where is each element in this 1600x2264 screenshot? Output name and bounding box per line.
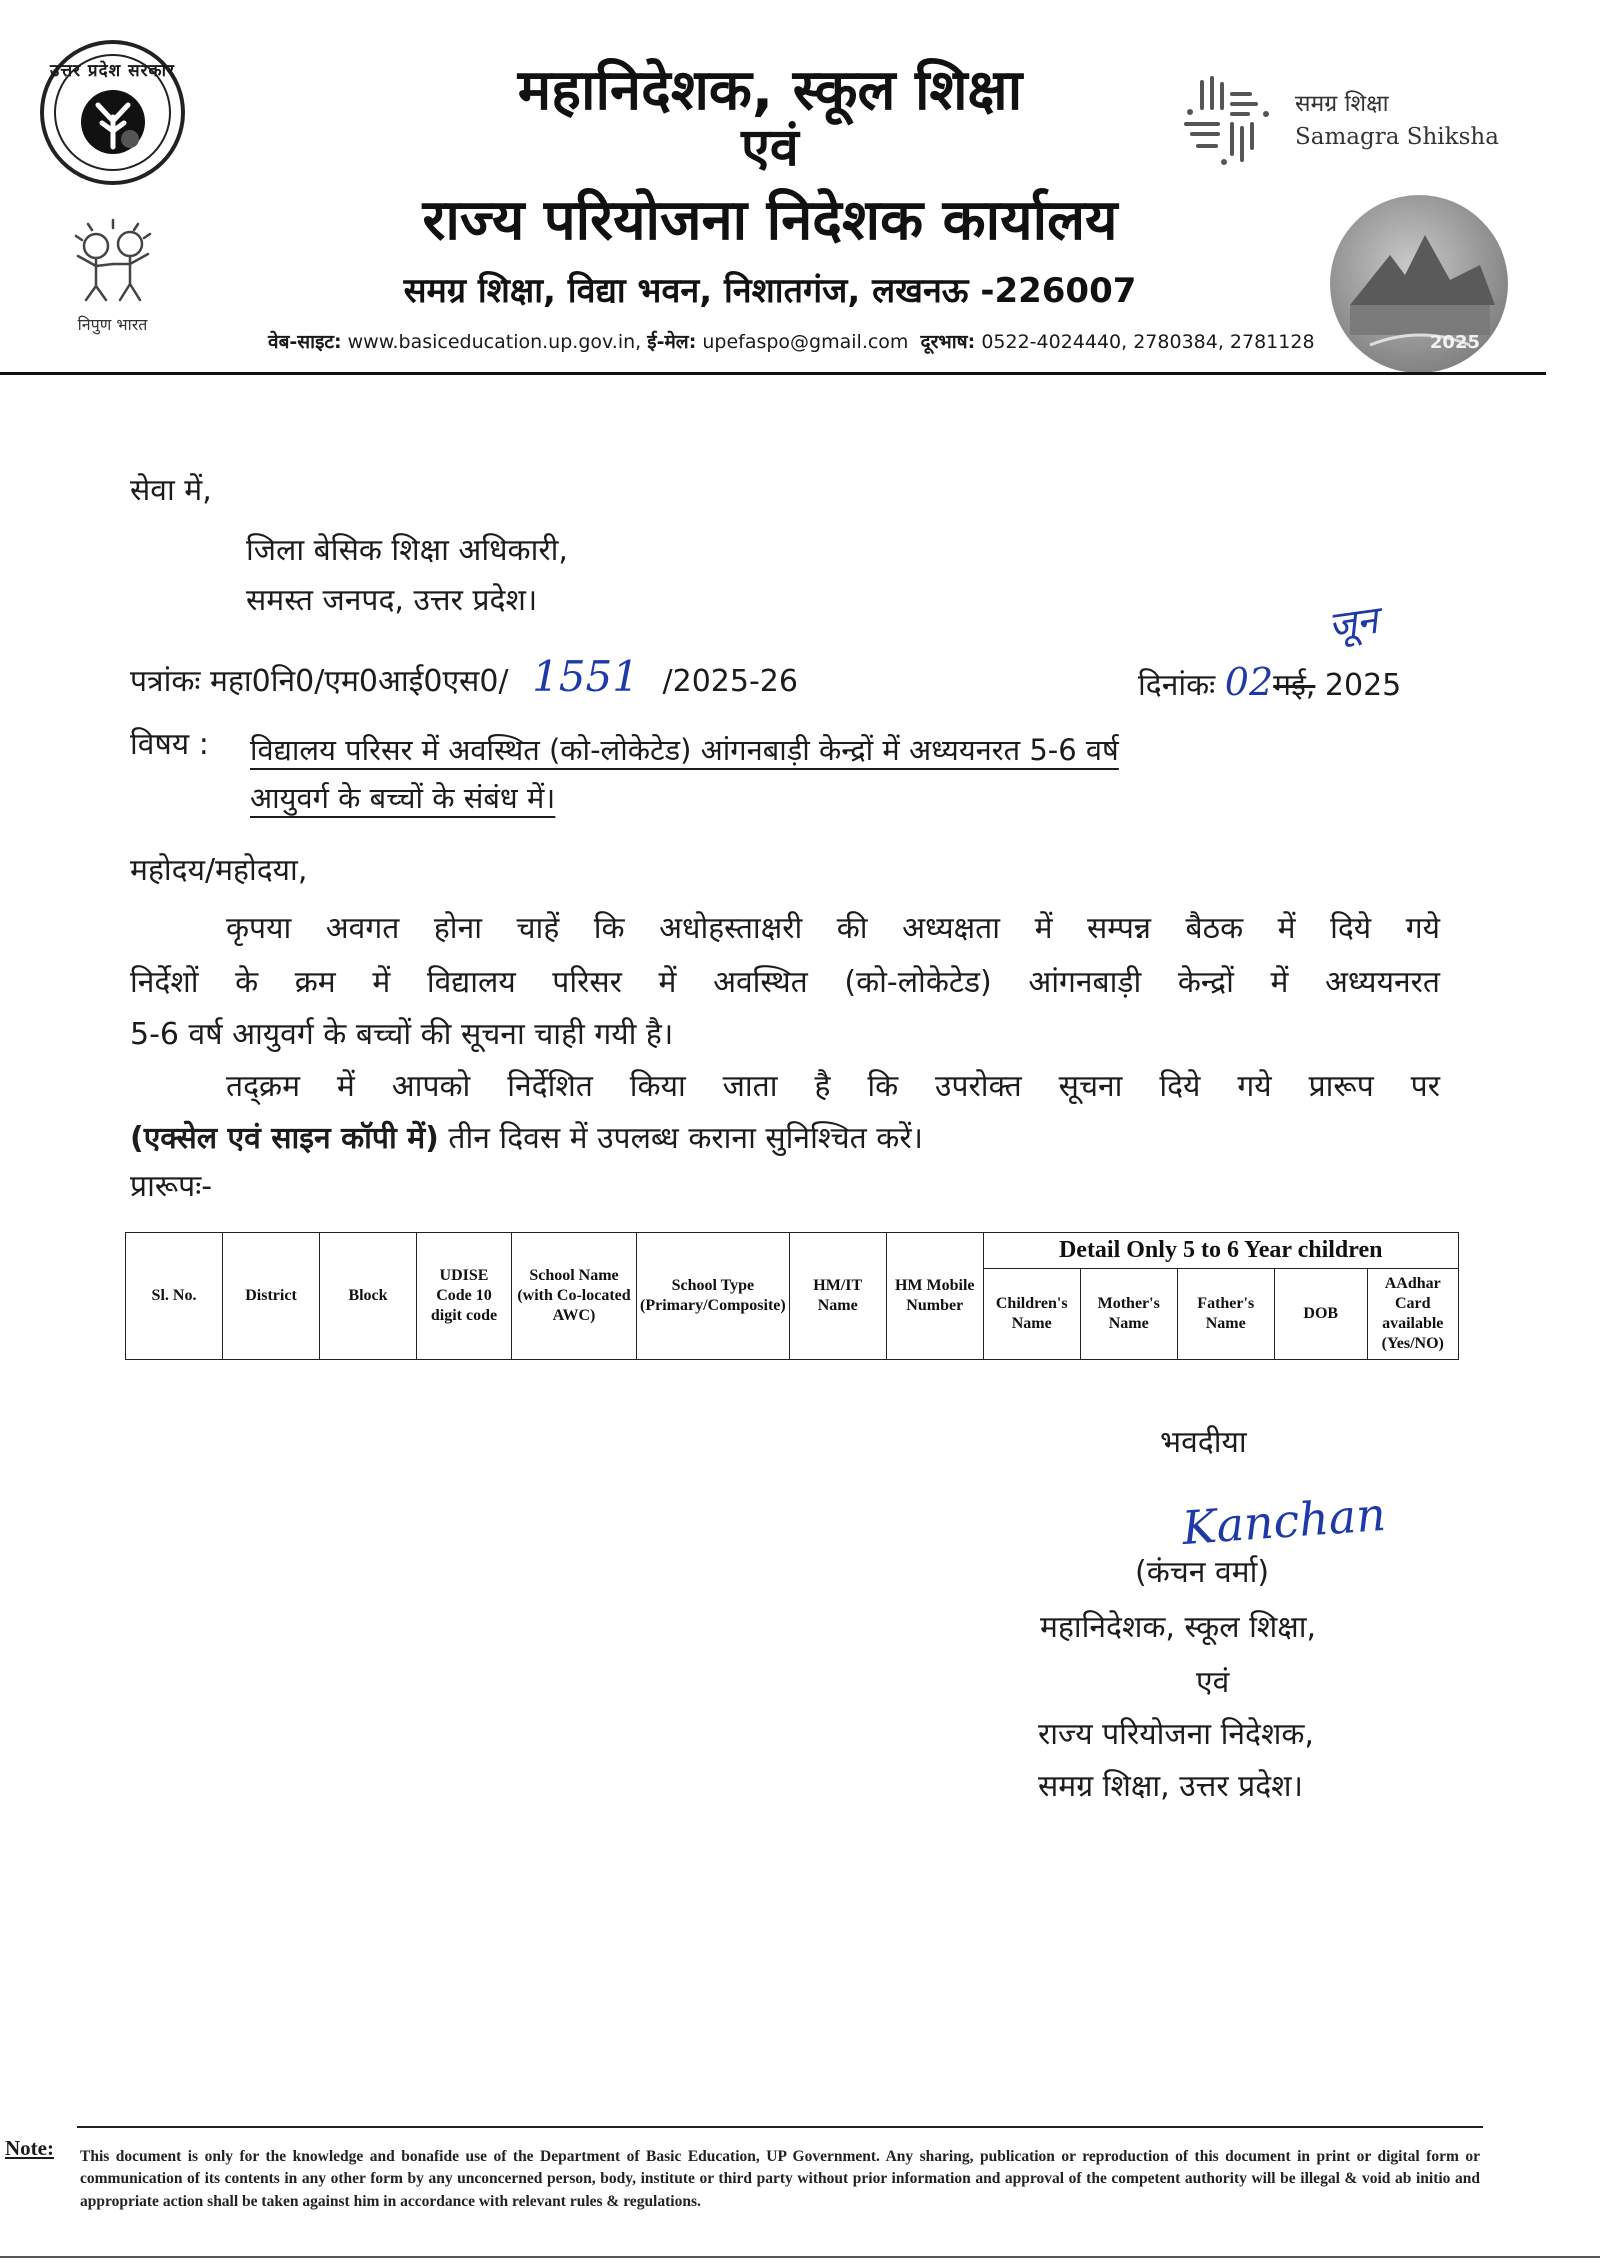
recipient-line2: समस्त जनपद, उत्तर प्रदेश।	[246, 583, 538, 618]
up-government-emblem	[40, 40, 185, 185]
para2-line1: तद्क्रम में आपको निर्देशित किया जाता है कि उपरोक्त सूचना दिये गये प्रारूप पर	[226, 1069, 1440, 1104]
para1-line2: निर्देशों के क्रम में विद्यालय परिसर में अवस्थित (को-लोकेटेड) आंगनबाड़ी केन्द्रों में अध्ययनरत	[130, 965, 1440, 1000]
date-line	[1138, 660, 1401, 704]
col-udise-code: UDISE Code 10 digit code	[417, 1233, 512, 1360]
page-bottom-edge	[0, 2256, 1600, 2258]
para2-rest: तीन दिवस में उपलब्ध कराना सुनिश्चित करें।	[438, 1121, 923, 1156]
samagra-shiksha-text	[1295, 88, 1499, 155]
note-label: Note:	[5, 2136, 54, 2160]
header-title-line1: महानिदेशक, स्कूल शिक्षा	[517, 58, 1023, 123]
col-father-name: Father's Name	[1177, 1268, 1274, 1359]
col-mother-name: Mother's Name	[1080, 1268, 1177, 1359]
col-school-name: School Name (with Co-located AWC)	[512, 1233, 637, 1360]
ref-prefix: महा0नि0/एम0आई0एस0/	[210, 664, 509, 699]
header-title-line3: राज्य परियोजना निदेशक कार्यालय	[422, 188, 1118, 253]
greeting: महोदय/महोदया,	[130, 853, 308, 888]
recipient-line1: जिला बेसिक शिक्षा अधिकारी,	[246, 533, 568, 568]
ref-label: पत्रांकः	[130, 664, 201, 699]
group-header-children-details: Detail Only 5 to 6 Year children	[983, 1233, 1458, 1269]
table-header-row	[126, 1233, 1459, 1269]
col-district: District	[223, 1233, 320, 1360]
kumbh-scene-icon	[1330, 195, 1508, 373]
col-children-name: Children's Name	[983, 1268, 1080, 1359]
header-divider	[0, 372, 1546, 375]
col-hm-it-name: HM/IT Name	[789, 1233, 886, 1360]
proforma-table	[125, 1232, 1459, 1360]
reference-line	[130, 652, 798, 701]
col-aadhar-available: AAdhar Card available (Yes/NO)	[1367, 1268, 1458, 1359]
nipun-caption: निपुण भारत	[77, 315, 148, 334]
subject-line2: आयुवर्ग के बच्चों के संबंध में।	[250, 781, 556, 815]
ref-number-handwritten: 1551	[532, 652, 639, 701]
emblem-ring-text: उत्तर प्रदेश सरकार	[50, 61, 175, 81]
website-label: वेब-साइट:	[268, 331, 342, 353]
signature-handwritten: Kanchan	[1180, 1486, 1388, 1556]
para2-bold: (एक्सेल एवं साइन कॉपी में)	[130, 1121, 439, 1156]
header-address: समग्र शिक्षा, विद्या भवन, निशातगंज, लखनऊ -226007	[403, 271, 1137, 311]
col-dob: DOB	[1274, 1268, 1367, 1359]
date-day-handwritten: 02	[1224, 660, 1274, 704]
designation-line2: एवं	[1196, 1665, 1230, 1700]
designation-line4: समग्र शिक्षा, उत्तर प्रदेश।	[1038, 1769, 1303, 1804]
header-title-line2: एवं	[741, 118, 799, 178]
email-label: ई-मेल:	[647, 331, 697, 353]
col-block: Block	[320, 1233, 417, 1360]
para1-line3: 5-6 वर्ष आयुवर्ग के बच्चों की सूचना चाही गयी है।	[130, 1017, 674, 1052]
col-hm-mobile: HM Mobile Number	[886, 1233, 983, 1360]
website-link[interactable]: www.basiceducation.up.gov.in,	[347, 331, 642, 353]
samagra-english: Samagra Shiksha	[1295, 124, 1499, 151]
footer-divider	[77, 2126, 1483, 2128]
email-link[interactable]: upefaspo@gmail.com	[702, 331, 909, 353]
date-label: दिनांकः	[1138, 668, 1216, 703]
ref-suffix: /2025-26	[662, 664, 798, 699]
samagra-hindi: समग्र शिक्षा	[1295, 91, 1389, 117]
mahakumbh-2025-emblem	[1330, 195, 1508, 373]
phone-label: दूरभाष:	[920, 331, 976, 353]
phone-numbers: 0522-4024440, 2780384, 2781128	[981, 331, 1315, 353]
note-text: This document is only for the knowledge and bonafide use of the Department of Basic Education, UP Government. Any sharing, publication or reproduction of this document in print or digital form or communication of its contents in any other form by any unconcerned person, body, institute or third party without prior information and approval of the competent authority will be illegal & void ab initio and appropriate action shall be taken against him in accordance with relevant rules & regulations.	[80, 2148, 1480, 2210]
header-contact	[268, 328, 1315, 354]
col-school-type: School Type (Primary/Composite)	[637, 1233, 790, 1360]
closing: भवदीया	[1160, 1425, 1247, 1460]
nipun-children-icon	[58, 214, 168, 304]
date-year: 2025	[1324, 668, 1402, 703]
para1-line1: कृपया अवगत होना चाहें कि अधोहस्ताक्षरी की अध्यक्षता में सम्पन्न बैठक में दिये गये	[226, 911, 1440, 946]
nipun-bharat-logo	[40, 210, 185, 335]
col-sl-no: Sl. No.	[126, 1233, 223, 1360]
kumbh-year: 2025	[1429, 332, 1480, 353]
salutation-to: सेवा में,	[130, 473, 212, 508]
signatory-name: (कंचन वर्मा)	[1135, 1555, 1270, 1590]
date-month-handwritten: जून	[1325, 597, 1381, 649]
designation-line1: महानिदेशक, स्कूल शिक्षा,	[1040, 1610, 1317, 1645]
subject-line1: विद्यालय परिसर में अवस्थित (को-लोकेटेड) आंगनबाड़ी केन्द्रों में अध्ययनरत 5-6 वर्ष	[250, 733, 1119, 767]
samagra-shiksha-logo-icon	[1180, 72, 1280, 172]
subject-label: विषय :	[130, 727, 209, 762]
date-month-struck: मई,	[1273, 668, 1316, 703]
proforma-label: प्रारूपः-	[130, 1169, 213, 1204]
designation-line3: राज्य परियोजना निदेशक,	[1038, 1717, 1314, 1752]
para2-line2	[130, 1116, 923, 1157]
